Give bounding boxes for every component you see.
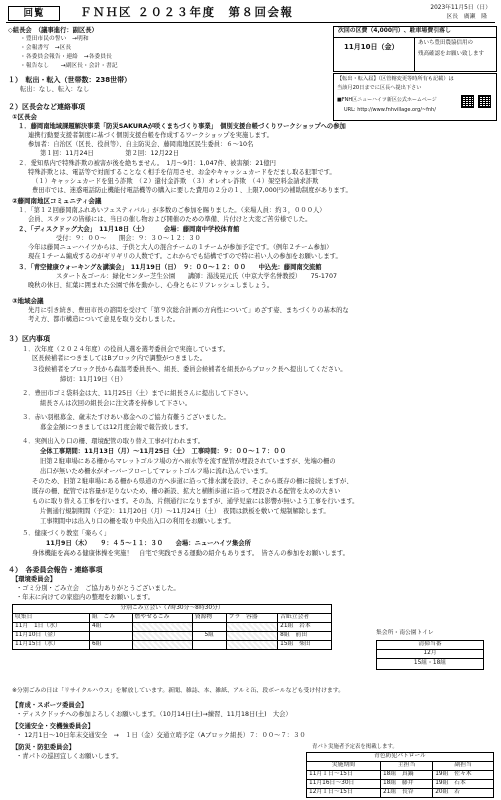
s2-q2c: 今年は藤岡ニューハイツからは、子供と大人の混合チームの１チームが参加予定です。（例年２チーム参加） (28, 244, 333, 251)
s3-e3: 身体機能を高める健康体操を実施！ 自宅で実践できる運動の紹介もあります。 皆さんの参加をお願いします。 (32, 550, 349, 557)
s3-d4: 出口が無いため柵水がオーバーフローしてマレットゴルフ場に流れ込んでいます。 (40, 468, 272, 475)
cell-sub: 19組 石本 (433, 780, 494, 789)
s3-d3: 旧第２駐車場にある柵からマレットゴルフ場の方へ雨水等を流す配管が埋設されていますが、先端の柵の (40, 458, 336, 465)
org-head: ◇組長会 （議事進行：副区長） (8, 27, 98, 34)
s3-d9: 工事期間中は出入り口の柵を取り中央出入口の利用をお願いします。 (40, 518, 235, 525)
s2-p1d: 第１回：11月24日 第２回：12月22日 (40, 150, 180, 157)
table-row (13, 641, 332, 650)
cell-resource (192, 623, 226, 632)
cell-paper: 21組 岩本 (278, 623, 332, 632)
cell-empty (132, 623, 192, 632)
cell-group (89, 632, 132, 641)
table-row (307, 789, 494, 798)
cell-group: 4組 (89, 623, 132, 632)
col-header: 実施期間 (307, 762, 381, 771)
col-header: 収集日 (13, 614, 90, 623)
cell-empty (226, 641, 277, 650)
cleaning-sub: 清掃当番 (377, 641, 484, 650)
cell-date: 11月 1日（水） (13, 623, 90, 632)
cell-group: 6組 (89, 641, 132, 650)
s3-d8: 片側通行規制期間（予定）：11月20日（月）～11月24日（土） 夜間は鉄板を敷いて規制解除します。 (40, 508, 330, 515)
s2-p1b: 連携行動要支援者制度に基づく個別支援台帳を作成するワークショップを実施します。 (28, 132, 273, 139)
s3-d2: 全体工事期間：11月13日（月）～11月25日（土） 工事時間：９：００～１７：００ (40, 448, 286, 455)
org-line1: ・豊田市民の誓い →明和 (20, 36, 89, 42)
s2-p1c: 参加者：自治区（区長、役員等）、自主防災会、藤岡南地区民生委員：６～10名 (28, 141, 254, 148)
cell-empty (226, 623, 277, 632)
cell-date: 11月10日（金） (13, 632, 90, 641)
crime-head: 【防災・防犯委員会】 (12, 744, 75, 751)
table-row (13, 623, 332, 632)
s3-e2: 11月9日（木） ９：４５～１１：３０ 会場：ニューハイツ集会所 (46, 540, 251, 547)
cleaning-month: 12月 (377, 650, 484, 659)
cell-period: 11月１日～15日 (307, 771, 381, 780)
s3-c2: 募金金額につきましては12月度会報で報告致します。 (40, 424, 193, 431)
s2-q2d: 現在１チーム編成するのがギリギリの人数です。これからでも結構ですので特に若い人の参加をお願いします。 (28, 253, 342, 260)
patrol-note: 青パト実施者予定表を掲載します。 (312, 744, 398, 750)
patrol-table (306, 752, 494, 798)
s3-b2: 組長さんは次回の組長会に注文書を持参して下さい。 (40, 400, 192, 407)
qr-code-icon (461, 95, 474, 108)
col-header: プラ 容器 (226, 614, 277, 623)
section2-sub2: ②藤岡南地区コミュニティ会議 (12, 197, 102, 205)
s3-d7: ものに取り替える工事を行います。その為、片側通行になりますが、通学児童には影響が無いよう工事を行います。 (32, 498, 359, 505)
s3-c1: ３．赤い羽根募金、歳末たすけあい募金へのご協力有難うございました。 (22, 414, 230, 421)
info-url[interactable]: URL: http://www.fnhvillage.org/~fnh/ (344, 107, 436, 113)
fee-notice-date: 11月10日（金） (344, 43, 399, 51)
page-title: ＦＮＨ区 ２０２３年度 第８回会報 (80, 5, 294, 19)
org-line3: ・各委員会報告・連絡 →各委員長 (20, 54, 112, 60)
s2-r2: 考え方、都市構造について意見を取り交わしました。 (28, 316, 179, 323)
env-line1: ・ゴミ分別・ごみ立会 ご協力ありがとうございました。 (16, 585, 180, 592)
cleaning-table (376, 640, 484, 670)
cleaning-groups: 15組・18組 (377, 659, 484, 670)
recycle-note: ※分別ごみの日は「リサイクルハウス」を解放しています。新聞、雑誌、本、雑紙、アルミ缶、段ボールなども受け付けます。 (12, 688, 345, 694)
s3-b1: ２．豊田市ゴミ袋料金は大、11月25日（土）までに組長さんに提出して下さい。 (22, 390, 253, 397)
cell-resource (192, 641, 226, 650)
cell-paper: 8組 前田 (278, 632, 332, 641)
sorting-header: 分別ごみ立会い（7時30分～8時30分） (13, 605, 332, 614)
cell-empty (132, 641, 192, 650)
s2-q2a: ２、「ディスクドッグ大会」 11月18日（土） 会場：藤岡南中学校体育館 (18, 226, 240, 233)
s3-d1: ４．実例出入り口の柵、環境配管の取り替え工事が行われます。 (22, 438, 205, 445)
section2-sub1: ①区長会 (12, 113, 38, 121)
s2-p1a: １．藤岡南地域課題解決事業「防災SAKURAが咲くまちづくり事業」 個別支援台帳づくりワークショップへの参加 (18, 123, 346, 130)
s2-p2d: 豊田市では、迷惑電話防止機能付電話機等の購入に要した費用の２分の１、上限7,000円の補助制度があります。 (32, 187, 352, 194)
circulation-badge: 回覧 (8, 6, 60, 21)
traffic-head: 【交通安全・交機強委員会】 (12, 723, 94, 730)
info-line2: 当該月20日までに区長へ提出下さい (337, 85, 422, 91)
env-head: 【環境委員会】 (12, 576, 57, 583)
info-box (333, 73, 497, 121)
s2-q1b: 会員、スタッフの皆様には、当日の催し物および開催のための準備、片付けと大変ご苦労様でした。 (28, 216, 312, 223)
section3-title: ３）区内事項 (8, 335, 50, 343)
s3-e1: ５．健康づくり教室「楽らく」 (22, 530, 111, 537)
s2-p2a: ２．愛知県内で特殊詐欺の被害が後を絶ちません。 1月～9月：1,047件、被害額：21億円 (18, 160, 276, 167)
s2-q3b: スタート＆ゴール：緑化センター芝生公園 講師：湯浅晃元氏（中京大学名誉教授） 75-1707 (56, 273, 337, 280)
org-line4: ・報告なし →副区長・会計・書記 (20, 63, 118, 69)
sports-head: 【育成・スポーツ委員会】 (12, 702, 88, 709)
cell-empty (226, 632, 277, 641)
s2-q3a: ３．「青空健康ウォーキング＆講演会」 11月19日（日） ９：００～１２：００ 中込先：藤岡南交流館 (18, 264, 322, 271)
table-row (13, 632, 332, 641)
cell-empty (132, 632, 192, 641)
cell-main: 18組 藤井 (380, 780, 432, 789)
s2-r1: 先月に引き続き、豊田市長の諮問を受けて「第９次総合計画の方向性について」めざす姿、まちづくりの基本的な (28, 307, 349, 314)
cell-period: 11月16日～30日 (307, 780, 381, 789)
s3-a4: 締切：11月19日（日） (60, 376, 127, 383)
crime-line: ・青パトの巡回宜しくお願いします。 (16, 753, 123, 760)
col-header: 燃やせるごみ (132, 614, 192, 623)
s3-a3: ３役候補者をブロック長から森温考委員長へ、組長、委員会候補者を組長からブロック長へ提出してください。 (32, 366, 347, 373)
env-line2: ・年末に向けての家庭内の整理をお願いします。 (16, 594, 155, 601)
fee-notice-side2: 残高確認をお願い致します (418, 51, 485, 57)
cleaning-head: 集会所・南公園トイレ (376, 630, 434, 636)
s2-q2b: 受付：９：００～ 開会：９：３０～１２：３０ (56, 235, 201, 242)
col-header: 副担当 (433, 762, 494, 771)
district-chief: 区長 廣瀬 隆 (446, 14, 487, 20)
section1-line: 転出：なし、転入：なし (20, 86, 90, 93)
s2-q3c: 晩秋の休日、紅葉に囲まれた公園で体を動かし、心身ともにリフレッシュしましょう。 (28, 282, 274, 289)
table-row (307, 771, 494, 780)
issue-date: 2023年11月5日（日） (430, 5, 491, 11)
qr-code-icon (478, 95, 491, 108)
cell-main: 18組 真鍋 (380, 771, 432, 780)
traffic-line: ・ 12月1日～10日年末交通安全 → １日（金）交通立哨予定（Aブロック組長）７：００～７：３０ (16, 732, 306, 739)
cell-paper: 15組 柴田 (278, 641, 332, 650)
cell-period: 12月１日～15日 (307, 789, 381, 798)
cell-sub: 20組 若 (433, 789, 494, 798)
info-line3: ■FNH区ニューハイツ新区公式ホームページ (337, 97, 437, 103)
section4-title: ４） 各委員会報告・連絡事項 (8, 566, 103, 574)
col-header: 組 ごみ (89, 614, 132, 623)
sports-line: ・ディスクドッチへの参加よろしくお願いします。（10月14日(土)→練習、11月18日(土) 大会） (16, 711, 292, 718)
cell-date: 11月15日（水） (13, 641, 90, 650)
s3-d6: 既存の柵、配管では容量が足りないため、柵の新設、拡大と横断歩道に沿って埋設される配管を太めの大きい (32, 488, 341, 495)
section2-title: ２）区長会など連絡事項 (8, 103, 85, 111)
cell-resource: 5組 (192, 632, 226, 641)
col-header: 主担当 (380, 762, 432, 771)
cell-sub: 19組 佐々木 (433, 771, 494, 780)
col-header: 資源物 (192, 614, 226, 623)
col-header: 古紙立会者 (278, 614, 332, 623)
sorting-table (12, 604, 332, 650)
section2-sub3: ③地域会議 (12, 297, 44, 305)
fee-notice-box (333, 26, 497, 72)
section1-title: １） 転出・転入（世帯数：238世帯） (8, 76, 132, 84)
header-divider (6, 22, 495, 23)
fee-notice-line1: 次回の区費（4,000円）、駐車場費引落し (338, 28, 451, 34)
s3-a1: １．次年度（２０２４年度）の役員人選を選考委員会で実施しています。 (22, 346, 230, 353)
fee-notice-side1: あいち豊田農協信用の (418, 40, 474, 46)
s2-q1a: １．「第１２回藤岡南ふれあいフェスティバル」が多数のご参加を賜りました。（来場人員：約３，０００人） (18, 207, 326, 214)
patrol-title: 青色防犯パトロール (307, 753, 494, 762)
s2-p2b: 特殊詐欺とは、電話等で対面することなく相手を信用させ、お金やキャッシュカードをだまし取る犯罪です。 (28, 169, 336, 176)
cell-main: 21組 長谷 (380, 789, 432, 798)
table-row (307, 780, 494, 789)
org-line2: ・会報書写 →区長 (20, 45, 72, 51)
s3-a2: 区長候補者につきましてはBブロック内で調整がつきました。 (32, 355, 207, 362)
s2-p2c: （１）キャッシュカードを狙う詐欺 （２）還付金詐欺 （３）オレオレ詐欺 （４）架空料金請求詐欺 (32, 178, 319, 185)
info-line1: 【転出・転入届】（区管轄変更等時所有も記載）は (337, 76, 454, 82)
s3-d5: そのため、旧第２駐車場にある柵から県道の方へ歩道に沿って排水溝を設け、そこから既存の柵に接続しますが、 (32, 478, 353, 485)
